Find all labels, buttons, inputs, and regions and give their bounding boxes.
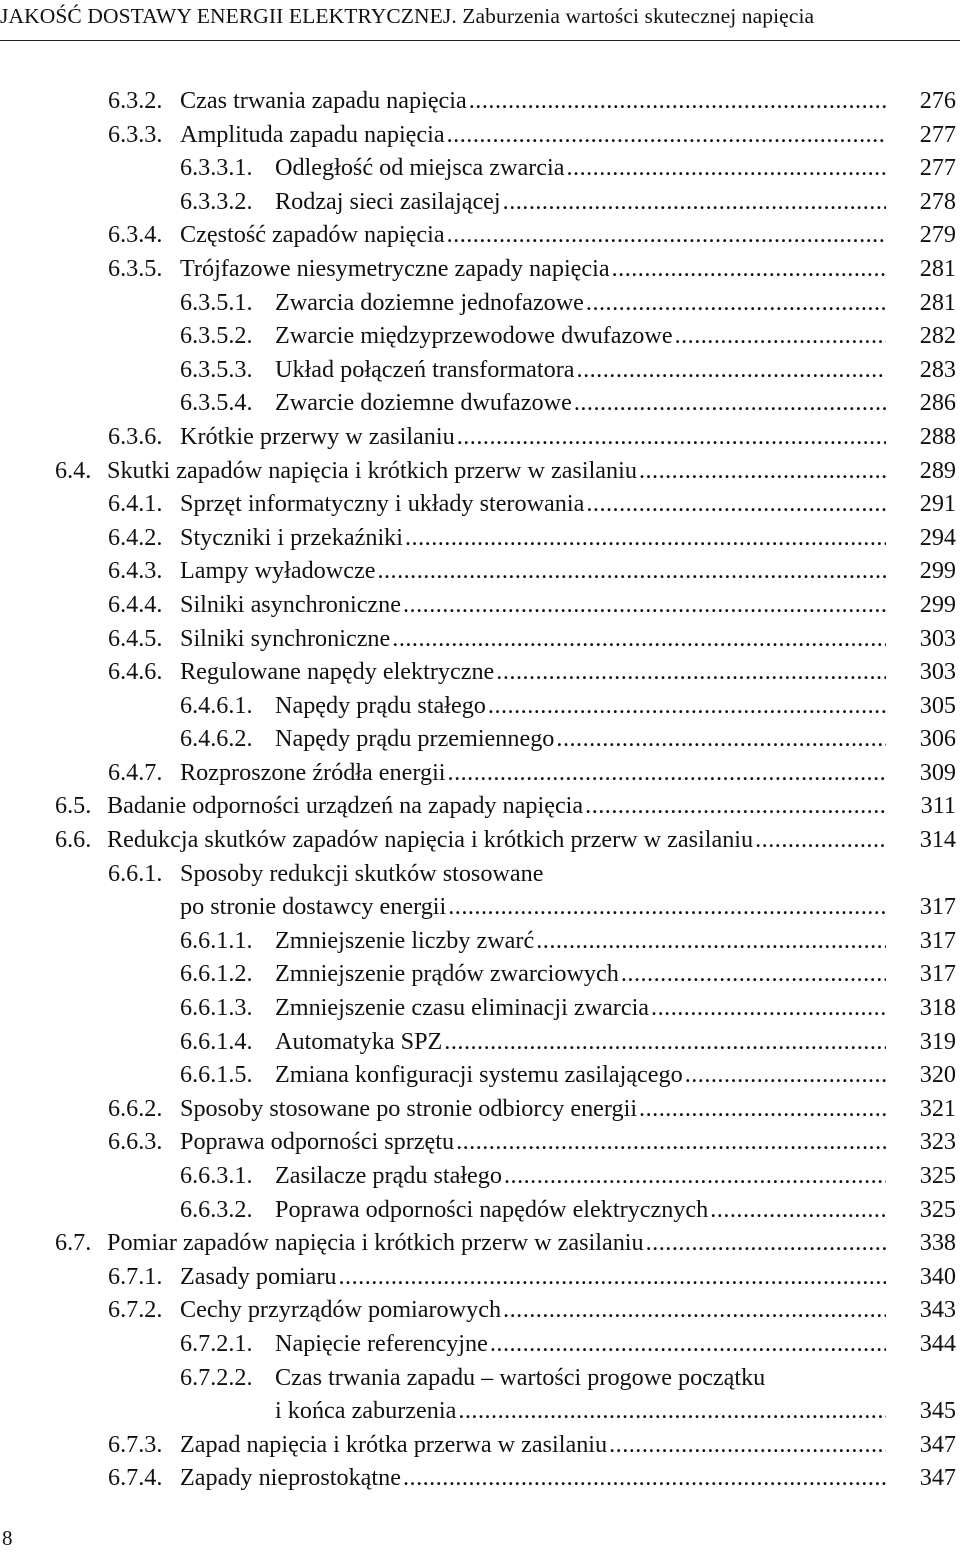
toc-leader-dots (458, 1394, 886, 1428)
toc-leader-dots (639, 454, 886, 488)
toc-entry-title: po stronie dostawcy energii (180, 893, 447, 921)
toc-entry-title: Amplituda zapadu napięcia (180, 120, 445, 148)
toc-row (0, 84, 960, 118)
toc-entry-page: 299 (919, 590, 956, 618)
toc-entry-title: Pomiar zapadów napięcia i krótkich przerw w zasilaniu (107, 1229, 644, 1257)
toc-entry-number: 6.6.1. (108, 859, 163, 887)
page-number: 8 (2, 1526, 13, 1550)
toc-entry (180, 118, 900, 152)
toc-entry-page: 325 (919, 1195, 956, 1223)
toc-row (0, 218, 960, 252)
toc-entry (180, 622, 900, 656)
toc-entry-title: Cechy przyrządów pomiarowych (180, 1296, 502, 1324)
toc-entry (180, 588, 900, 622)
toc-leader-dots (392, 622, 886, 656)
toc-entry-title: Zwarcie doziemne dwufazowe (275, 389, 572, 417)
toc-row (0, 353, 960, 387)
toc-row (0, 857, 960, 891)
toc-row (0, 622, 960, 656)
toc-entry-page: 323 (919, 1128, 956, 1156)
toc-leader-dots (639, 1092, 886, 1126)
toc-entry-page: 294 (919, 523, 956, 551)
toc-leader-dots (577, 353, 886, 387)
toc-entry-page: 277 (919, 154, 956, 182)
toc-entry-number: 6.3.5.3. (180, 355, 253, 383)
toc-entry-page: 282 (919, 322, 956, 350)
toc-entry (275, 1394, 900, 1428)
toc-entry-page: 277 (919, 120, 956, 148)
toc-row (0, 722, 960, 756)
toc-entry (275, 689, 900, 723)
toc-row (0, 1394, 960, 1428)
toc-row (0, 890, 960, 924)
toc-entry (180, 857, 900, 891)
toc-entry-number: 6.4.4. (108, 590, 163, 618)
toc-leader-dots (457, 420, 886, 454)
toc-entry-page: 320 (919, 1061, 956, 1089)
toc-entry-number: 6.7.2. (108, 1296, 163, 1324)
toc-row (0, 957, 960, 991)
toc-leader-dots (755, 823, 886, 857)
toc-entry-page: 319 (919, 1027, 956, 1055)
toc-row (0, 1025, 960, 1059)
toc-entry-number: 6.4.6.2. (180, 725, 253, 753)
toc-leader-dots (585, 789, 886, 823)
toc-entry-number: 6.7. (55, 1229, 92, 1257)
toc-entry-number: 6.6.3.2. (180, 1195, 253, 1223)
toc-leader-dots (504, 1159, 886, 1193)
toc-entry-title: Redukcja skutków zapadów napięcia i krótkich przerw w zasilaniu (107, 826, 754, 854)
toc-entry (180, 890, 900, 924)
toc-entry (180, 521, 900, 555)
toc-entry-number: 6.3.5.4. (180, 389, 253, 417)
toc-leader-dots (496, 655, 886, 689)
toc-entry-page: 318 (919, 994, 956, 1022)
toc-row (0, 1193, 960, 1227)
toc-entry-title: Zasady pomiaru (180, 1262, 337, 1290)
toc-leader-dots (377, 554, 886, 588)
toc-row (0, 487, 960, 521)
toc-leader-dots (556, 722, 886, 756)
toc-entry-page: 317 (919, 960, 956, 988)
toc-entry (275, 1025, 900, 1059)
toc-leader-dots (621, 957, 886, 991)
toc-entry (275, 1361, 900, 1395)
toc-entry-page: 281 (919, 254, 956, 282)
toc-entry-title: Zapady nieprostokątne (180, 1464, 401, 1492)
toc-entry-page: 338 (919, 1229, 956, 1257)
toc-entry-number: 6.6.1.1. (180, 926, 253, 954)
toc-entry-title: Poprawa odporności sprzętu (180, 1128, 455, 1156)
toc-entry-number: 6.4.6. (108, 658, 163, 686)
toc-entry-title: Silniki synchroniczne (180, 624, 391, 652)
toc-entry-number: 6.6.3. (108, 1128, 163, 1156)
toc-entry (180, 756, 900, 790)
toc-leader-dots (536, 924, 886, 958)
toc-leader-dots (488, 689, 886, 723)
toc-entry-page: 303 (919, 624, 956, 652)
toc-entry-page: 347 (919, 1430, 956, 1458)
toc-row (0, 756, 960, 790)
toc-entry-title: Napięcie referencyjne (275, 1329, 488, 1357)
toc-entry (180, 84, 900, 118)
toc-entry-page: 281 (919, 288, 956, 316)
toc-leader-dots (651, 991, 886, 1025)
toc-entry-title: Styczniki i przekaźniki (180, 523, 403, 551)
toc-entry-number: 6.3.2. (108, 87, 163, 114)
toc-entry-page: 314 (919, 826, 956, 854)
toc-entry (107, 454, 900, 488)
toc-entry (180, 252, 900, 286)
toc-entry (180, 1260, 900, 1294)
toc-entry-page: 288 (919, 422, 956, 450)
toc-leader-dots (710, 1193, 886, 1227)
toc-row (0, 1428, 960, 1462)
toc-entry (180, 1428, 900, 1462)
toc-leader-dots (444, 1025, 886, 1059)
toc-row (0, 823, 960, 857)
toc-entry-number: 6.4.6.1. (180, 691, 253, 719)
toc-entry-number: 6.3.3.1. (180, 154, 253, 182)
toc-entry-number: 6.5. (55, 792, 92, 820)
toc-entry-number: 6.6.1.2. (180, 960, 253, 988)
toc-entry-title: Zmniejszenie czasu eliminacji zwarcia (275, 994, 650, 1022)
toc-row (0, 151, 960, 185)
toc-entry-title: Zmniejszenie prądów zwarciowych (275, 960, 619, 988)
toc-leader-dots (574, 386, 886, 420)
toc-leader-dots (685, 1058, 886, 1092)
toc-entry (275, 991, 900, 1025)
toc-entry-title: Sprzęt informatyczny i układy sterowania (180, 490, 585, 518)
toc-entry-number: 6.6.1.5. (180, 1061, 253, 1089)
toc-entry-number: 6.3.3.2. (180, 187, 253, 215)
toc-leader-dots (586, 487, 886, 521)
toc-row (0, 1461, 960, 1495)
toc-entry-title: Zwarcia doziemne jednofazowe (275, 288, 584, 316)
toc-entry-number: 6.6. (55, 826, 92, 854)
toc-entry-page: 347 (919, 1464, 956, 1492)
toc-entry-number: 6.6.3.1. (180, 1162, 253, 1189)
toc-entry (180, 1293, 900, 1327)
toc-entry-page: 317 (919, 926, 956, 954)
toc-entry-title: Zapad napięcia i krótka przerwa w zasilaniu (180, 1430, 608, 1458)
toc-entry-title: Lampy wyładowcze (180, 557, 376, 585)
toc-row (0, 1092, 960, 1126)
toc-entry-page: 345 (919, 1397, 956, 1425)
toc-entry (180, 655, 900, 689)
toc-leader-dots (503, 185, 886, 219)
toc-entry-title: Czas trwania zapadu – wartości progowe początku (275, 1363, 766, 1391)
toc-entry-number: 6.6.2. (108, 1094, 163, 1122)
toc-leader-dots (612, 252, 886, 286)
toc-leader-dots (490, 1327, 886, 1361)
toc-entry-number: 6.3.6. (108, 422, 163, 450)
toc-entry-title: Krótkie przerwy w zasilaniu (180, 422, 455, 450)
toc-entry-title: i końca zaburzenia (275, 1397, 457, 1425)
toc-row (0, 689, 960, 723)
toc-entry (275, 722, 900, 756)
toc-entry-title: Zmniejszenie liczby zwarć (275, 926, 535, 954)
toc-entry-number: 6.4.5. (108, 624, 163, 652)
toc-entry (275, 924, 900, 958)
toc-entry-title: Zasilacze prądu stałego (275, 1162, 502, 1189)
toc-entry (180, 1125, 900, 1159)
toc-entry-title: Napędy prądu stałego (275, 691, 486, 719)
toc-leader-dots (448, 756, 886, 790)
toc-row (0, 554, 960, 588)
toc-entry-page: 317 (919, 893, 956, 921)
toc-entry-title: Rodzaj sieci zasilającej (275, 187, 501, 215)
toc-entry-title: Silniki asynchroniczne (180, 590, 401, 618)
toc-entry-number: 6.3.5. (108, 254, 163, 282)
toc-entry (180, 1461, 900, 1495)
toc-entry (275, 1058, 900, 1092)
header-rule (0, 40, 960, 41)
toc-entry-page: 291 (919, 490, 956, 518)
toc-row (0, 454, 960, 488)
toc-entry-title: Czas trwania zapadu napięcia (180, 87, 467, 114)
toc-entry-title: Napędy prądu przemiennego (275, 725, 555, 753)
toc-entry-number: 6.7.2.2. (180, 1363, 253, 1391)
toc-entry-title: Układ połączeń transformatora (275, 355, 575, 383)
toc-leader-dots (447, 218, 886, 252)
toc-entry-title: Odległość od miejsca zwarcia (275, 154, 565, 182)
toc-entry (275, 353, 900, 387)
toc-entry-title: Skutki zapadów napięcia i krótkich przerw w zasilaniu (107, 456, 637, 484)
toc-entry (107, 823, 900, 857)
toc-entry-title: Badanie odporności urządzeń na zapady napięcia (107, 792, 584, 820)
toc-row (0, 1159, 960, 1193)
toc-entry-title: Regulowane napędy elektryczne (180, 658, 495, 686)
toc-leader-dots (566, 151, 886, 185)
toc-entry-number: 6.4.2. (108, 523, 163, 551)
toc-entry-page: 343 (919, 1296, 956, 1324)
toc-row (0, 118, 960, 152)
toc-leader-dots (469, 84, 886, 118)
toc-entry (275, 151, 900, 185)
toc-entry-number: 6.4.3. (108, 557, 163, 585)
toc-leader-dots (403, 1461, 886, 1495)
toc-entry (275, 1193, 900, 1227)
toc-entry-page: 311 (920, 792, 956, 820)
toc-entry-page: 289 (919, 456, 956, 484)
toc-entry-page: 276 (919, 87, 956, 114)
toc-leader-dots (646, 1226, 886, 1260)
toc-entry-page: 309 (919, 758, 956, 786)
toc-entry (180, 218, 900, 252)
toc-entry-page: 305 (919, 691, 956, 719)
toc-row (0, 286, 960, 320)
toc-entry (180, 487, 900, 521)
toc-entry (275, 386, 900, 420)
toc-entry-number: 6.3.5.1. (180, 288, 253, 316)
toc-row (0, 789, 960, 823)
toc-leader-dots (456, 1125, 886, 1159)
toc-row (0, 521, 960, 555)
toc-leader-dots (675, 319, 886, 353)
toc-entry-title: Trójfazowe niesymetryczne zapady napięcia (180, 254, 610, 282)
toc-entry-page: 340 (919, 1262, 956, 1290)
toc-leader-dots (447, 118, 886, 152)
toc-row (0, 655, 960, 689)
toc-entry-number: 6.3.3. (108, 120, 163, 148)
toc-entry (180, 1092, 900, 1126)
toc-entry-page: 303 (919, 658, 956, 686)
toc-leader-dots (405, 521, 886, 555)
toc-row (0, 924, 960, 958)
toc-row (0, 420, 960, 454)
toc-row (0, 1260, 960, 1294)
toc-entry (275, 319, 900, 353)
toc-entry-number: 6.7.2.1. (180, 1329, 253, 1357)
toc-row (0, 991, 960, 1025)
toc-entry-page: 321 (919, 1094, 956, 1122)
toc-row (0, 386, 960, 420)
toc-row (0, 1226, 960, 1260)
toc-entry-page: 286 (919, 389, 956, 417)
toc-entry-title: Sposoby stosowane po stronie odbiorcy energii (180, 1094, 638, 1122)
toc-entry-number: 6.7.3. (108, 1430, 163, 1458)
toc-entry-title: Zmiana konfiguracji systemu zasilającego (275, 1061, 683, 1089)
toc-row (0, 1058, 960, 1092)
toc-leader-dots (586, 286, 886, 320)
toc-entry (275, 1159, 900, 1193)
toc-entry-number: 6.4.1. (108, 490, 163, 518)
toc-entry (107, 1226, 900, 1260)
toc-entry-title: Częstość zapadów napięcia (180, 221, 445, 249)
toc-row (0, 1361, 960, 1395)
toc-entry-number: 6.6.1.3. (180, 994, 253, 1022)
toc-entry-title: Zwarcie międzyprzewodowe dwufazowe (275, 322, 673, 350)
toc-entry-number: 6.7.1. (108, 1262, 163, 1290)
toc-entry-page: 344 (919, 1329, 956, 1357)
toc-entry-number: 6.7.4. (108, 1464, 163, 1492)
toc-entry (275, 957, 900, 991)
toc-entry-page: 306 (919, 725, 956, 753)
toc-entry-page: 325 (919, 1162, 956, 1189)
toc-leader-dots (339, 1260, 887, 1294)
toc-entry-title: Sposoby redukcji skutków stosowane (180, 859, 544, 887)
toc-entry (275, 286, 900, 320)
toc-row (0, 588, 960, 622)
toc-entry (180, 420, 900, 454)
toc-leader-dots (503, 1293, 886, 1327)
toc-entry (180, 554, 900, 588)
toc-row (0, 1327, 960, 1361)
toc-row (0, 185, 960, 219)
toc-entry-page: 299 (919, 557, 956, 585)
toc-entry-title: Automatyka SPZ (275, 1027, 443, 1055)
toc-row (0, 252, 960, 286)
toc-row (0, 319, 960, 353)
toc-entry-number: 6.4.7. (108, 758, 163, 786)
toc-leader-dots (609, 1428, 886, 1462)
toc-leader-dots (448, 890, 886, 924)
toc-entry (107, 789, 900, 823)
running-header: JAKOŚĆ DOSTAWY ENERGII ELEKTRYCZNEJ. Zaburzenia wartości skutecznej napięcia (0, 4, 815, 28)
toc-entry-number: 6.3.5.2. (180, 322, 253, 350)
toc-entry-number: 6.3.4. (108, 221, 163, 249)
toc-row (0, 1125, 960, 1159)
toc-entry-page: 283 (919, 355, 956, 383)
toc-entry-title: Rozproszone źródła energii (180, 758, 446, 786)
toc-entry (275, 185, 900, 219)
table-of-contents (0, 84, 960, 1495)
toc-entry-number: 6.6.1.4. (180, 1027, 253, 1055)
toc-entry (275, 1327, 900, 1361)
toc-entry-page: 279 (919, 221, 956, 249)
toc-entry-title: Poprawa odporności napędów elektrycznych (275, 1195, 709, 1223)
toc-row (0, 1293, 960, 1327)
toc-entry-page: 278 (919, 187, 956, 215)
toc-leader-dots (403, 588, 886, 622)
toc-entry-number: 6.4. (55, 456, 92, 484)
